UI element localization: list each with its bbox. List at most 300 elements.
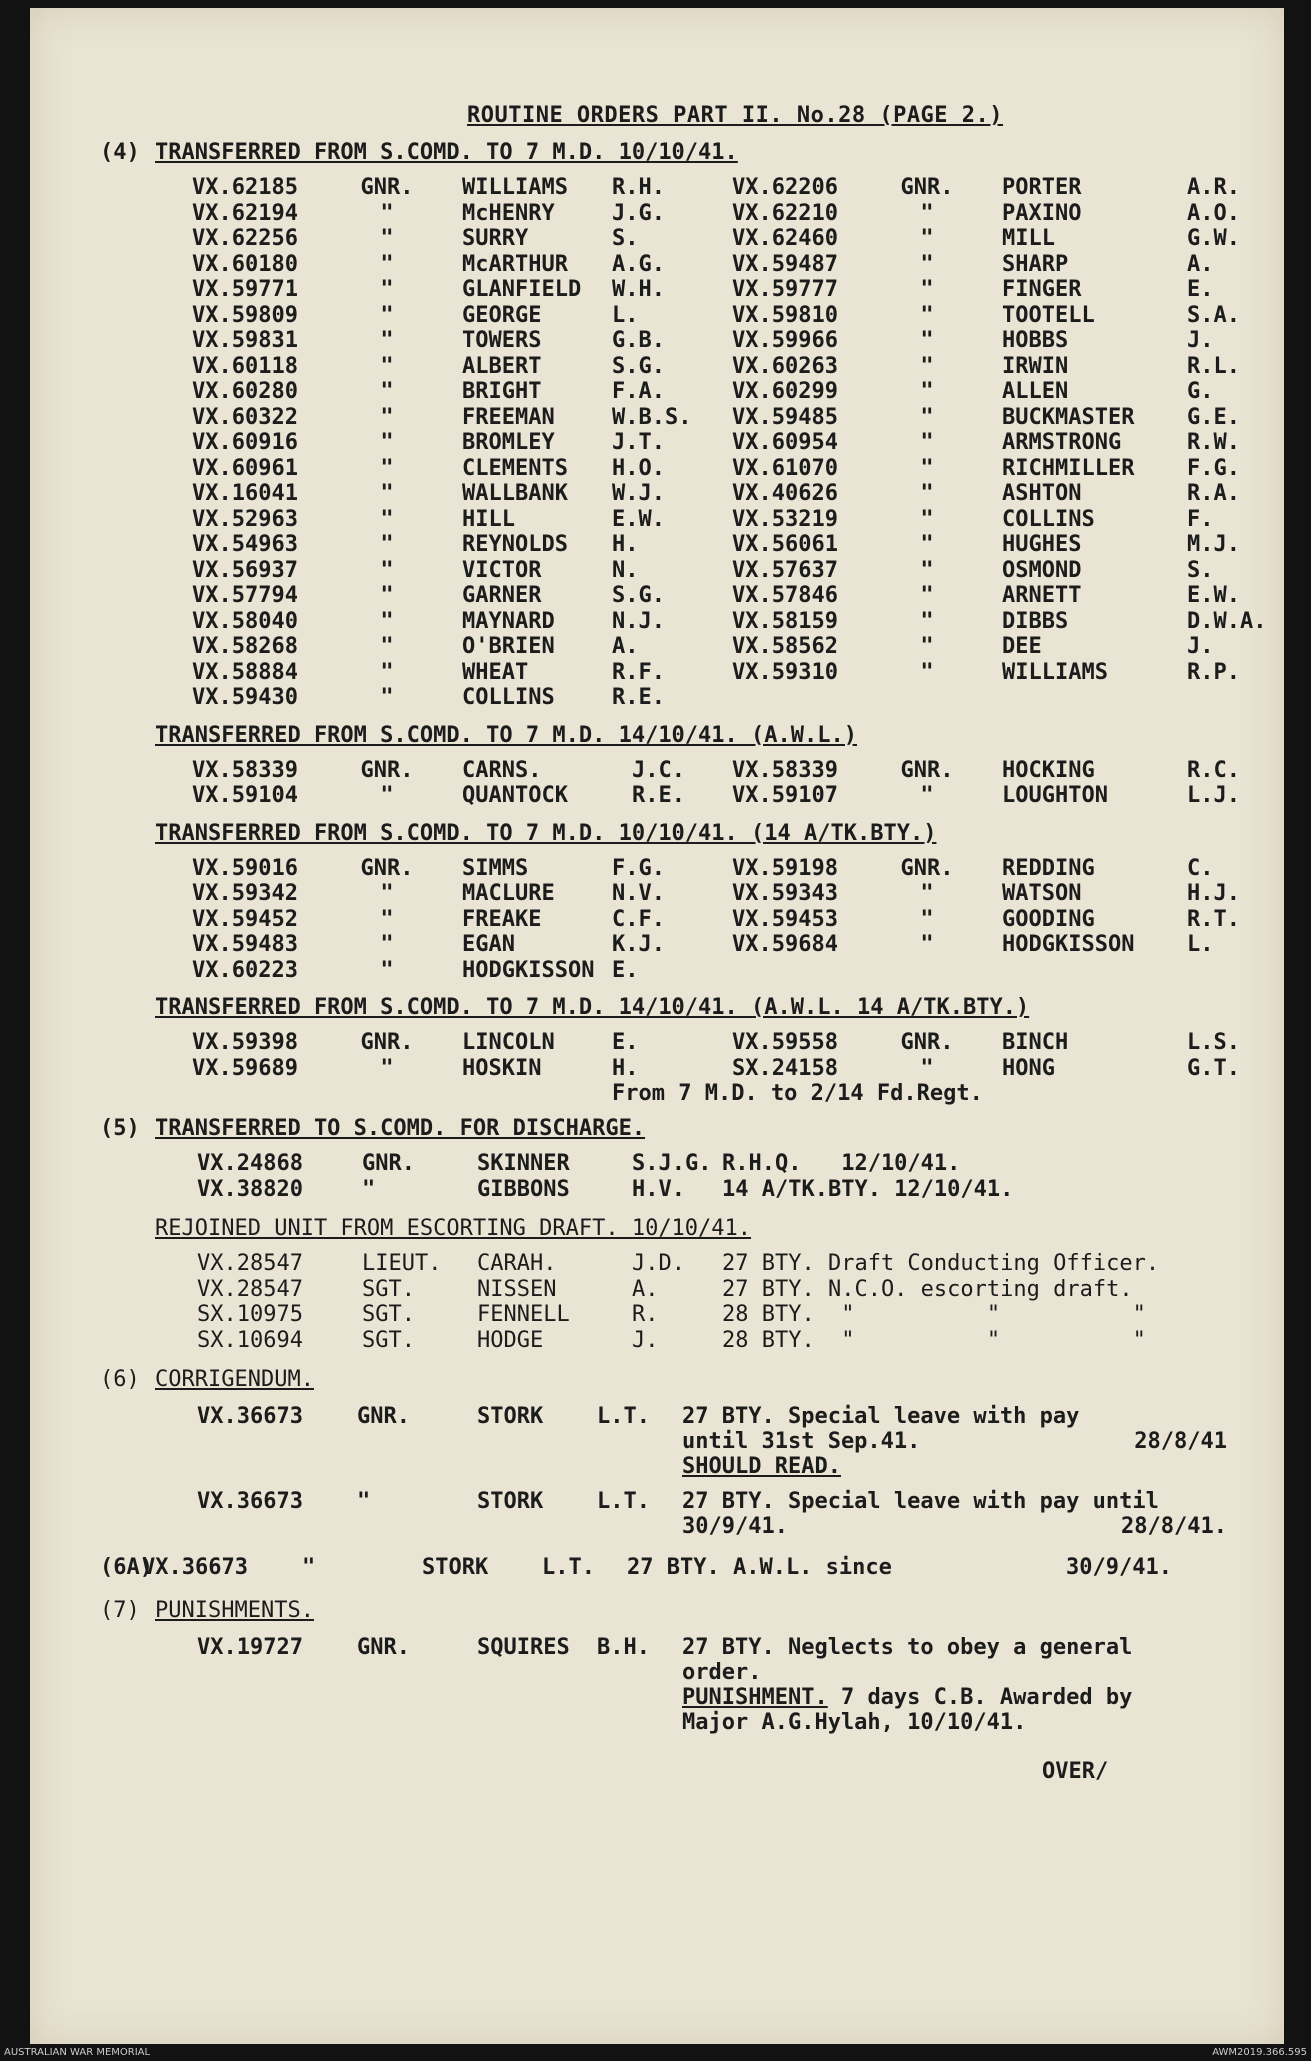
initials: R.T. [1187, 906, 1240, 932]
rank: " [920, 932, 934, 957]
service-number: VX.60954 [732, 430, 838, 455]
surname: FINGER [1002, 277, 1082, 302]
surname: O'BRIEN [462, 634, 555, 659]
rank: " [380, 430, 394, 455]
initials: S. [612, 226, 639, 251]
table-row [192, 558, 1260, 584]
service-number: VX.28547 [197, 1276, 303, 1302]
service-number: VX.36673 [197, 1404, 303, 1429]
table-row [192, 481, 1260, 507]
initials: E. [612, 1030, 639, 1055]
surname: SIMMS [462, 855, 529, 881]
surname: IRWIN [1002, 353, 1069, 379]
surname: BINCH [1002, 1030, 1069, 1055]
rank: " [920, 200, 934, 226]
service-number: VX.16041 [192, 481, 298, 506]
initials: E.W. [1187, 583, 1240, 608]
surname: QUANTOCK [462, 783, 568, 808]
service-number: VX.59684 [732, 932, 838, 957]
entry-text: 27 BTY. A.W.L. since [627, 1555, 892, 1580]
rank: " [920, 506, 934, 532]
rank: " [920, 634, 934, 659]
section-title: TRANSFERRED TO S.COMD. FOR DISCHARGE. [155, 1116, 646, 1141]
service-number: VX.58339 [192, 757, 298, 783]
rank: GNR. [357, 1635, 410, 1660]
rank: " [380, 685, 394, 710]
service-number: VX.58159 [732, 608, 838, 634]
rank: " [920, 1055, 934, 1081]
unit-remarks: 27 BTY. Draft Conducting Officer. [722, 1251, 1160, 1276]
rank: " [920, 906, 934, 932]
service-number: VX.62210 [732, 200, 838, 226]
rank: " [920, 881, 934, 906]
table-row [197, 1277, 1260, 1303]
initials: C.F. [612, 906, 665, 932]
section-number: (6A) [100, 1555, 153, 1580]
surname: ALBERT [462, 353, 542, 379]
surname: GARNER [462, 583, 542, 608]
surname: ARMSTRONG [1002, 430, 1122, 455]
rank: SGT. [362, 1276, 415, 1302]
initials: R. [632, 1302, 659, 1327]
initials: L. [612, 302, 639, 328]
surname: SURRY [462, 226, 529, 251]
service-number: SX.10694 [197, 1327, 303, 1353]
routine-orders-document [100, 103, 1267, 1819]
table-row [197, 1177, 1260, 1203]
table-row [192, 583, 1260, 609]
surname: GOODING [1002, 906, 1095, 932]
over-label: OVER/ [1042, 1759, 1109, 1784]
service-number [732, 958, 897, 984]
service-number: VX.60223 [192, 957, 298, 983]
surname: OSMOND [1002, 557, 1082, 583]
section-number: (4) [100, 140, 140, 165]
service-number: VX.60322 [192, 404, 298, 430]
initials: B.H. [597, 1635, 650, 1660]
surname: REDDING [1002, 855, 1095, 881]
rank: " [362, 1176, 376, 1202]
surname: ARNETT [1002, 583, 1082, 608]
table-row [192, 201, 1260, 227]
rank: " [380, 226, 394, 251]
service-number: VX.61070 [732, 455, 838, 481]
rank: SGT. [362, 1327, 415, 1353]
surname: SHARP [1002, 251, 1069, 277]
surname: TOOTELL [1002, 302, 1095, 328]
surname: FREEMAN [462, 404, 555, 430]
document-page [30, 8, 1284, 2044]
table-row [197, 1302, 1260, 1328]
initials: S.G. [612, 583, 665, 608]
initials: H.V. [632, 1176, 685, 1202]
unit-remarks: 27 BTY. N.C.O. escorting draft. [722, 1276, 1133, 1302]
rank: " [380, 302, 394, 328]
initials: J.G. [612, 200, 665, 226]
table-row [192, 328, 1260, 354]
surname: CARAH. [477, 1251, 557, 1276]
initials: H.O. [612, 455, 665, 481]
punishment-label: PUNISHMENT. [682, 1685, 828, 1710]
service-number: VX.59487 [732, 251, 838, 277]
section-number: (5) [100, 1116, 140, 1141]
rank: " [920, 583, 934, 608]
rank: " [920, 430, 934, 455]
section-number: (7) [100, 1598, 140, 1623]
initials: W.J. [612, 481, 665, 506]
table-row [192, 430, 1260, 456]
service-number: VX.59107 [732, 783, 838, 808]
service-number: VX.59810 [732, 302, 838, 328]
surname: NISSEN [477, 1276, 557, 1302]
rank: " [920, 277, 934, 302]
entry-text-2: order. [682, 1660, 762, 1685]
initials: R.W. [1187, 430, 1240, 455]
surname: EGAN [462, 932, 515, 957]
rank: LIEUT. [362, 1251, 442, 1276]
section-6-heading [100, 1367, 1260, 1392]
surname: HUGHES [1002, 532, 1082, 557]
service-number: VX.59452 [192, 906, 298, 932]
initials: R.C. [1187, 757, 1240, 783]
rank: " [920, 481, 934, 506]
service-number: VX.58339 [732, 757, 838, 783]
transfer-table-14-bty [192, 856, 1260, 984]
initials: R.P. [1187, 659, 1240, 685]
surname: GIBBONS [477, 1176, 570, 1202]
entry-text-2: until 31st Sep.41. [682, 1429, 921, 1454]
initials: E. [612, 957, 639, 983]
surname: SQUIRES [477, 1635, 570, 1660]
initials: L.T. [542, 1555, 595, 1580]
initials: F. [1187, 506, 1214, 532]
initials: G. [1187, 379, 1214, 404]
service-number: VX.60180 [192, 251, 298, 277]
table-row [192, 608, 1267, 635]
service-number: VX.59689 [192, 1055, 298, 1081]
initials: K.J. [612, 932, 665, 957]
section-title: CORRIGENDUM. [155, 1367, 314, 1392]
initials: J. [632, 1327, 659, 1353]
surname: FREAKE [462, 906, 542, 932]
rank: SGT. [362, 1302, 415, 1327]
rank: " [380, 455, 394, 481]
table-row [197, 1328, 1260, 1354]
initials: H. [612, 532, 639, 557]
service-number: VX.60961 [192, 455, 298, 481]
table-row [192, 405, 1260, 431]
service-number: VX.28547 [197, 1251, 303, 1276]
table-row [192, 226, 1260, 252]
entry-text: 27 BTY. Neglects to obey a general [682, 1635, 1133, 1660]
rank: " [920, 532, 934, 557]
section-title: PUNISHMENTS. [155, 1598, 314, 1623]
rank: " [920, 557, 934, 583]
rank: " [380, 532, 394, 557]
rank: " [380, 379, 394, 404]
initials: R.A. [1187, 481, 1240, 506]
transfer-note: From 7 M.D. to 2/14 Fd.Regt. [612, 1081, 983, 1106]
surname: MILL [1002, 226, 1055, 251]
rank: " [380, 881, 394, 906]
initials: W.B.S. [612, 404, 692, 430]
rank: " [380, 404, 394, 430]
discharge-table [197, 1151, 1260, 1202]
rank: GNR. [900, 175, 954, 200]
section-6a [100, 1555, 1260, 1580]
rank: GNR. [357, 1404, 410, 1429]
initials: A.R. [1187, 175, 1240, 200]
service-number: VX.56061 [732, 532, 838, 557]
rejoined-heading: REJOINED UNIT FROM ESCORTING DRAFT. 10/10/41. [155, 1216, 752, 1241]
service-number: VX.62460 [732, 226, 838, 251]
surname: BUCKMASTER [1002, 404, 1135, 430]
service-number: VX.19727 [197, 1635, 303, 1660]
rank: " [357, 1489, 371, 1514]
table-row [192, 354, 1260, 380]
initials: G.E. [1187, 404, 1240, 430]
service-number [732, 685, 897, 711]
surname: CLEMENTS [462, 455, 568, 481]
initials: F.G. [1187, 455, 1240, 481]
initials: J. [1187, 328, 1214, 353]
rank: " [920, 251, 934, 277]
initials: L.T. [597, 1404, 650, 1429]
rank: " [380, 583, 394, 608]
service-number: VX.54963 [192, 532, 298, 557]
table-row [192, 856, 1260, 882]
initials: G.T. [1187, 1055, 1240, 1081]
service-number: VX.59966 [732, 328, 838, 353]
initials: N.J. [612, 608, 665, 634]
surname: MACLURE [462, 881, 555, 906]
rank: " [920, 226, 934, 251]
service-number: VX.59104 [192, 783, 298, 808]
surname: WILLIAMS [462, 175, 568, 200]
service-number: VX.60916 [192, 430, 298, 455]
initials: A.O. [1187, 200, 1240, 226]
service-number: VX.59771 [192, 277, 298, 302]
service-number: VX.40626 [732, 481, 838, 506]
rank: " [920, 379, 934, 404]
rank: " [920, 302, 934, 328]
rank: GNR. [900, 757, 954, 783]
surname: COLLINS [462, 685, 555, 710]
service-number: VX.59398 [192, 1030, 298, 1055]
surname: RICHMILLER [1002, 455, 1135, 481]
awl-heading: TRANSFERRED FROM S.COMD. TO 7 M.D. 14/10/41. (A.W.L.) [155, 722, 857, 748]
rank: " [380, 608, 394, 634]
surname: WILLIAMS [1002, 659, 1108, 685]
table-row [192, 758, 1260, 784]
surname: PORTER [1002, 175, 1082, 200]
surname: HODGE [477, 1327, 544, 1353]
transfer-table-10-10 [192, 175, 1267, 711]
initials: L.J. [1187, 783, 1240, 808]
initials: S. [1187, 557, 1214, 583]
service-number: VX.59809 [192, 302, 298, 328]
table-row [192, 1056, 1260, 1082]
initials: R.E. [632, 783, 685, 808]
rank: " [920, 455, 934, 481]
service-number: VX.59777 [732, 277, 838, 302]
rank: " [380, 506, 394, 532]
surname: GEORGE [462, 302, 542, 328]
corrigendum-entry-original [197, 1404, 1260, 1479]
section-7-heading [100, 1598, 1260, 1623]
table-row [192, 881, 1260, 907]
rank: " [380, 277, 394, 302]
transfer-table-awl [192, 758, 1260, 809]
service-number: VX.36673 [197, 1489, 303, 1514]
unit-remarks: 28 BTY. " " " [722, 1302, 1146, 1327]
surname: HOSKIN [462, 1055, 542, 1081]
rank: " [920, 353, 934, 379]
table-row [192, 277, 1260, 303]
initials: L.T. [597, 1489, 650, 1514]
entry-text: 27 BTY. Special leave with pay [682, 1404, 1080, 1429]
initials: S.J.G. [632, 1151, 712, 1176]
initials: S.G. [612, 353, 665, 379]
unit-remarks: 28 BTY. " " " [722, 1327, 1146, 1353]
rank [897, 685, 1002, 711]
transfer-table-awl-14-bty [192, 1030, 1260, 1081]
surname: ALLEN [1002, 379, 1069, 404]
initials: W.H. [612, 277, 665, 302]
section-title: TRANSFERRED FROM S.COMD. TO 7 M.D. 10/10/41. [155, 140, 738, 165]
initials: A. [612, 634, 639, 659]
footer-left: AUSTRALIAN WAR MEMORIAL [4, 2047, 151, 2058]
rank: " [380, 200, 394, 226]
rank: " [380, 481, 394, 506]
surname: DEE [1002, 634, 1042, 659]
initials: N. [612, 557, 639, 583]
service-number: VX.60280 [192, 379, 298, 404]
footer-right: AWM2019.366.595 [1212, 2047, 1307, 2058]
initials: F.G. [612, 855, 665, 881]
table-row [192, 303, 1260, 329]
table-row [192, 634, 1260, 660]
initials: D.W.A. [1187, 608, 1267, 634]
initials: R.H. [612, 175, 665, 200]
table-row [192, 507, 1260, 533]
surname: HOCKING [1002, 757, 1095, 783]
bty14-heading: TRANSFERRED FROM S.COMD. TO 7 M.D. 10/10/41. (14 A/TK.BTY.) [155, 820, 937, 846]
initials: F.A. [612, 379, 665, 404]
table-row [192, 685, 1260, 711]
entry-date: 28/8/41 [1134, 1429, 1227, 1454]
table-row [192, 958, 1260, 984]
service-number: VX.36673 [142, 1555, 248, 1580]
corrigendum-entries [197, 1404, 1260, 1539]
table-row [192, 932, 1260, 958]
surname: COLLINS [1002, 506, 1095, 532]
section-number: (6) [100, 1367, 140, 1392]
initials: J. [1187, 634, 1214, 659]
surname: HOBBS [1002, 328, 1069, 353]
service-number: VX.56937 [192, 557, 298, 583]
rank: " [380, 251, 394, 277]
rank: " [380, 957, 394, 983]
initials: C. [1187, 855, 1214, 881]
service-number: VX.57794 [192, 583, 298, 608]
service-number: VX.62185 [192, 175, 298, 200]
rank: " [920, 328, 934, 353]
surname: HONG [1002, 1055, 1055, 1081]
initials: A. [1187, 251, 1214, 277]
service-number: VX.59342 [192, 881, 298, 906]
surname: HODGKISSON [462, 957, 595, 983]
punishment-entry [197, 1635, 1260, 1735]
table-row [192, 532, 1260, 558]
unit-remarks: 14 A/TK.BTY. 12/10/41. [722, 1176, 1014, 1202]
service-number: SX.10975 [197, 1302, 303, 1327]
rank: " [920, 608, 934, 634]
rejoined-table [197, 1251, 1260, 1353]
service-number: VX.59310 [732, 659, 838, 685]
page-title: ROUTINE ORDERS PART II. No.28 (PAGE 2.) [466, 103, 1004, 128]
service-number: VX.24868 [197, 1151, 303, 1176]
service-number: VX.59483 [192, 932, 298, 957]
service-number: VX.59453 [732, 906, 838, 932]
rank: GNR. [360, 757, 414, 783]
entry-date: 30/9/41. [1066, 1555, 1172, 1580]
rank: " [302, 1555, 316, 1580]
service-number: VX.52963 [192, 506, 298, 532]
surname: TOWERS [462, 328, 542, 353]
surname: WATSON [1002, 881, 1082, 906]
table-row [192, 907, 1260, 933]
rank: " [920, 404, 934, 430]
service-number: VX.59485 [732, 404, 838, 430]
initials [1187, 958, 1277, 984]
surname: McHENRY [462, 200, 555, 226]
initials: H. [612, 1055, 639, 1081]
rank: " [380, 353, 394, 379]
surname: WALLBANK [462, 481, 568, 506]
awarded-by: Major A.G.Hylah, 10/10/41. [682, 1710, 1027, 1735]
rank: " [380, 557, 394, 583]
rank: GNR. [360, 855, 414, 881]
service-number: VX.62256 [192, 226, 298, 251]
surname: LINCOLN [462, 1030, 555, 1055]
rank: " [920, 659, 934, 685]
rank [897, 958, 1002, 984]
rank: " [380, 634, 394, 659]
table-row [192, 660, 1260, 686]
surname: WHEAT [462, 659, 529, 685]
service-number: VX.57846 [732, 583, 838, 608]
initials: M.J. [1187, 532, 1240, 557]
surname: STORK [422, 1555, 489, 1580]
initials: A. [632, 1276, 659, 1302]
surname: LOUGHTON [1002, 783, 1108, 808]
surname: DIBBS [1002, 608, 1069, 634]
service-number: VX.38820 [197, 1176, 303, 1202]
rank: " [920, 783, 934, 808]
service-number: VX.60299 [732, 379, 838, 404]
unit-remarks: R.H.Q. 12/10/41. [722, 1151, 961, 1176]
rank: GNR. [900, 855, 954, 881]
rank: " [380, 906, 394, 932]
surname: PAXINO [1002, 200, 1082, 226]
surname: SKINNER [477, 1151, 570, 1176]
service-number: VX.59558 [732, 1030, 838, 1055]
service-number: VX.60118 [192, 353, 298, 379]
initials [1187, 685, 1277, 711]
entry-text: 27 BTY. Special leave with pay until [682, 1489, 1159, 1514]
service-number: VX.58040 [192, 608, 298, 634]
